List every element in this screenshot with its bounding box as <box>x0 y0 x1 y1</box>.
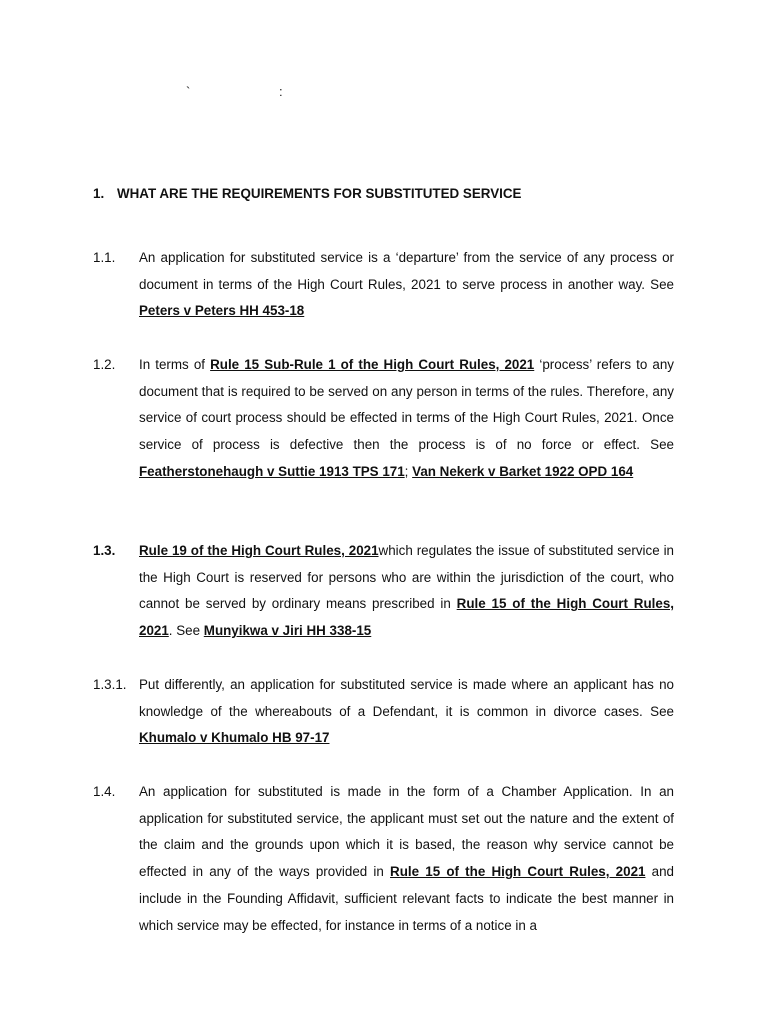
paragraph-number: 1.3.1. <box>93 677 127 692</box>
case-reference: Peters v Peters HH 453-18 <box>139 303 305 319</box>
paragraph-text: An application for substituted service is a ‘departure’ from the service of any process or document in terms of the High Court Rules, 2021 to serve process in another way. See <box>139 250 674 292</box>
stray-mark-colon: : <box>279 84 283 99</box>
paragraph-number: 1.4. <box>93 784 116 799</box>
rule-reference: Rule 15 of the High Court Rules, 2021 <box>139 596 674 639</box>
paragraph-body <box>139 538 674 645</box>
rule-reference: Rule 19 of the High Court Rules, 2021 <box>139 543 379 558</box>
case-reference: Munyikwa v Jiri HH 338-15 <box>203 623 372 639</box>
section-title: WHAT ARE THE REQUIREMENTS FOR SUBSTITUTED SERVICE <box>117 186 522 201</box>
paragraph-text: . See <box>168 623 204 639</box>
paragraph-text: An application for substituted is made in the form of a Chamber Application. In an application for substituted service, the applicant must set out the nature and the extent of the claim and the grounds upon which it is based, the reason why service cannot be effected in any of the ways provided in <box>139 784 674 880</box>
section-heading <box>93 186 521 201</box>
paragraph-number: 1.1. <box>93 250 116 265</box>
paragraph-text: ‘process’ refers to any document that is required to be served on any person in terms of the rules. Therefore, any service of court process should be effected in terms of the High Court Rules, 2021. Once service of process is defective then the process is of no force or effect. See <box>139 357 674 453</box>
paragraph-number: 1.2. <box>93 357 116 372</box>
case-reference: Khumalo v Khumalo HB 97-17 <box>139 730 330 746</box>
paragraph-body <box>139 245 674 325</box>
paragraph-text: which regulates the issue of substituted service in the High Court is reserved for persons who are within the jurisdiction of the court, who cannot be served by ordinary means prescribed in <box>139 543 674 612</box>
paragraph-1-1 <box>93 245 676 325</box>
stray-mark-backtick: ` <box>186 84 191 99</box>
paragraph-body <box>139 779 674 939</box>
paragraph-number: 1.3. <box>93 543 116 558</box>
paragraph-1-2 <box>93 352 676 486</box>
paragraph-body <box>139 352 674 486</box>
paragraph-text: and include in the Founding Affidavit, sufficient relevant facts to indicate the best manner in which service may be effected, for instance in terms of a notice in a <box>139 864 675 933</box>
paragraph-text: ; <box>404 463 413 479</box>
paragraph-body <box>139 672 674 752</box>
paragraph-1-4 <box>93 779 676 939</box>
case-reference: Van Nekerk v Barket 1922 OPD 164 <box>412 463 634 479</box>
rule-reference: Rule 15 of the High Court Rules, 2021 <box>390 864 646 880</box>
paragraph-1-3-1 <box>93 672 676 752</box>
paragraph-1-3 <box>93 538 676 645</box>
case-reference: Featherstonehaugh v Suttie 1913 TPS 171 <box>139 463 405 479</box>
paragraph-text: In terms of <box>139 357 211 372</box>
rule-reference: Rule 15 Sub-Rule 1 of the High Court Rules, 2021 <box>210 357 535 372</box>
section-number: 1. <box>93 186 105 201</box>
paragraph-text: Put differently, an application for substituted service is made where an applicant has no knowledge of the whereabouts of a Defendant, it is common in divorce cases. See <box>139 677 674 719</box>
